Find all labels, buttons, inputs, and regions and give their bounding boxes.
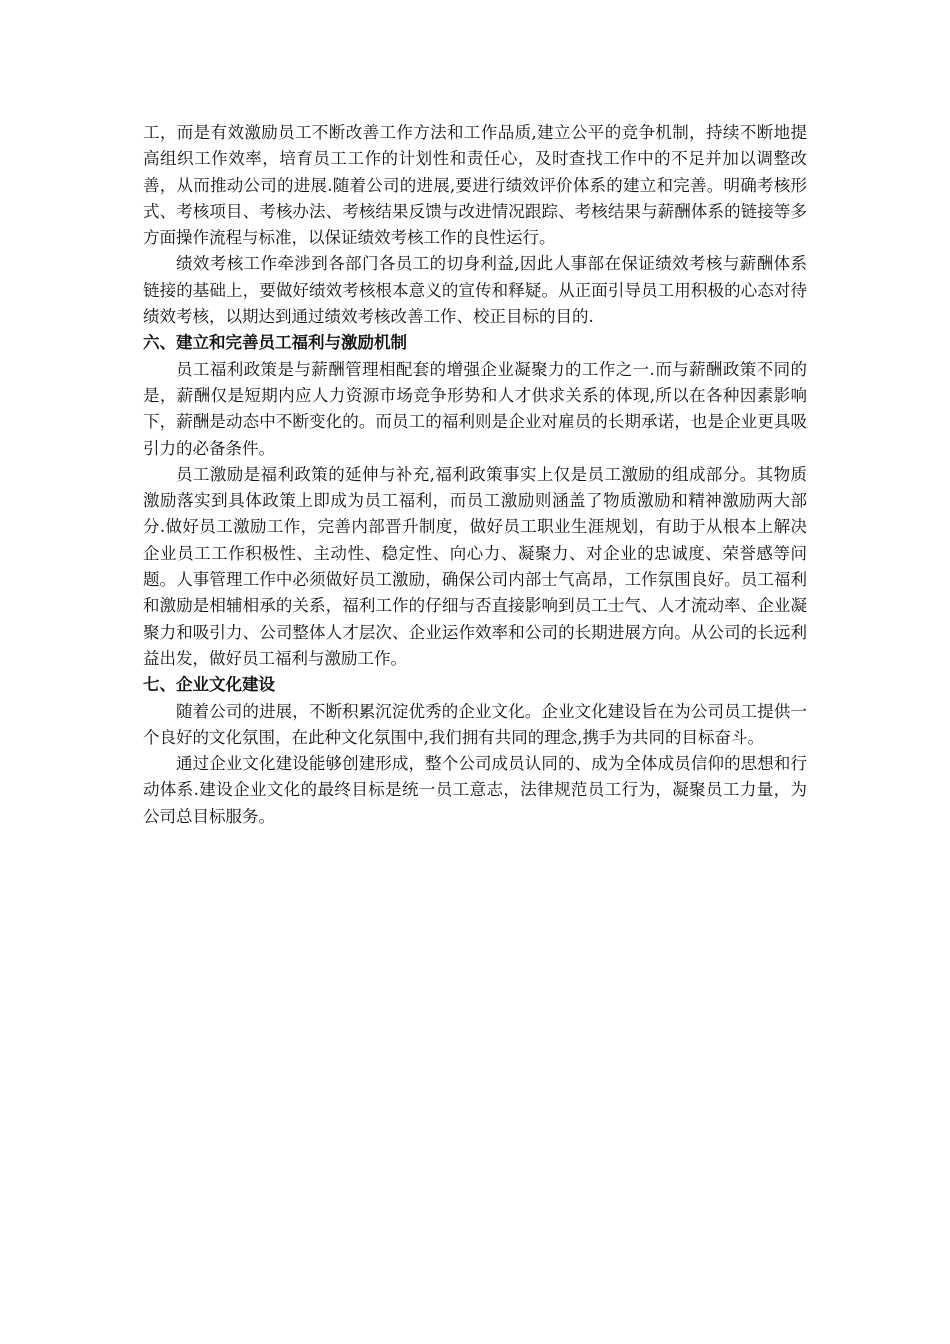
- paragraph-culture-development: 随着公司的进展，不断积累沉淀优秀的企业文化。企业文化建设旨在为公司员工提供一个良好的文化氛围，在此种文化氛围中,我们拥有共同的理念,携手为共同的目标奋斗。: [143, 701, 807, 747]
- paragraph-performance-appraisal: 绩效考核工作牵涉到各部门各员工的切身利益,因此人事部在保证绩效考核与薪酬体系链接的基础上，要做好绩效考核根本意义的宣传和释疑。从正面引导员工用积极的心态对待绩效考核，以期达到通过绩效考核改善工作、校正目标的目的.: [143, 254, 807, 327]
- document-body: [143, 120, 807, 830]
- section-heading-corporate-culture: 七、企业文化建设: [143, 675, 275, 695]
- paragraph-culture-goal: 通过企业文化建设能够创建形成，整个公司成员认同的、成为全体成员信仰的思想和行动体系.建设企业文化的最终目标是统一员工意志，法律规范员工行为，凝聚员工力量，为公司总目标服务。: [143, 754, 807, 826]
- paragraph-welfare-policy: 员工福利政策是与薪酬管理相配套的增强企业凝聚力的工作之一.而与薪酬政策不同的是，薪酬仅是短期内应人力资源市场竞争形势和人才供求关系的体现,所以在各种因素影响下，薪酬是动态中不断变化的。而员工的福利则是企业对雇员的长期承诺，也是企业更具吸引力的必备条件。: [143, 359, 807, 458]
- paragraph-performance-continued: 工，而是有效激励员工不断改善工作方法和工作品质,建立公平的竞争机制，持续不断地提高组织工作效率，培育员工工作的计划性和责任心，及时查找工作中的不足并加以调整改善，从而推动公司的进展.随着公司的进展,要进行绩效评价体系的建立和完善。明确考核形式、考核项目、考核办法、考核结果反馈与改进情况跟踪、考核结果与薪酬体系的链接等多方面操作流程与标准，以保证绩效考核工作的良性运行。: [143, 123, 807, 248]
- paragraph-employee-incentive: 员工激励是福利政策的延伸与补充,福利政策事实上仅是员工激励的组成部分。其物质激励落实到具体政策上即成为员工福利，而员工激励则涵盖了物质激励和精神激励两大部分.做好员工激励工作，完善内部晋升制度，做好员工职业生涯规划，有助于从根本上解决企业员工工作积极性、主动性、稳定性、向心力、凝聚力、对企业的忠诚度、荣誉感等问题。人事管理工作中必须做好员工激励，确保公司内部士气高昂，工作氛围良好。员工福利和激励是相辅相承的关系，福利工作的仔细与否直接影响到员工士气、人才流动率、企业凝聚力和吸引力、公司整体人才层次、企业运作效率和公司的长期进展方向。从公司的长远利益出发，做好员工福利与激励工作。: [143, 464, 807, 668]
- section-heading-welfare-incentive: 六、建立和完善员工福利与激励机制: [143, 333, 407, 353]
